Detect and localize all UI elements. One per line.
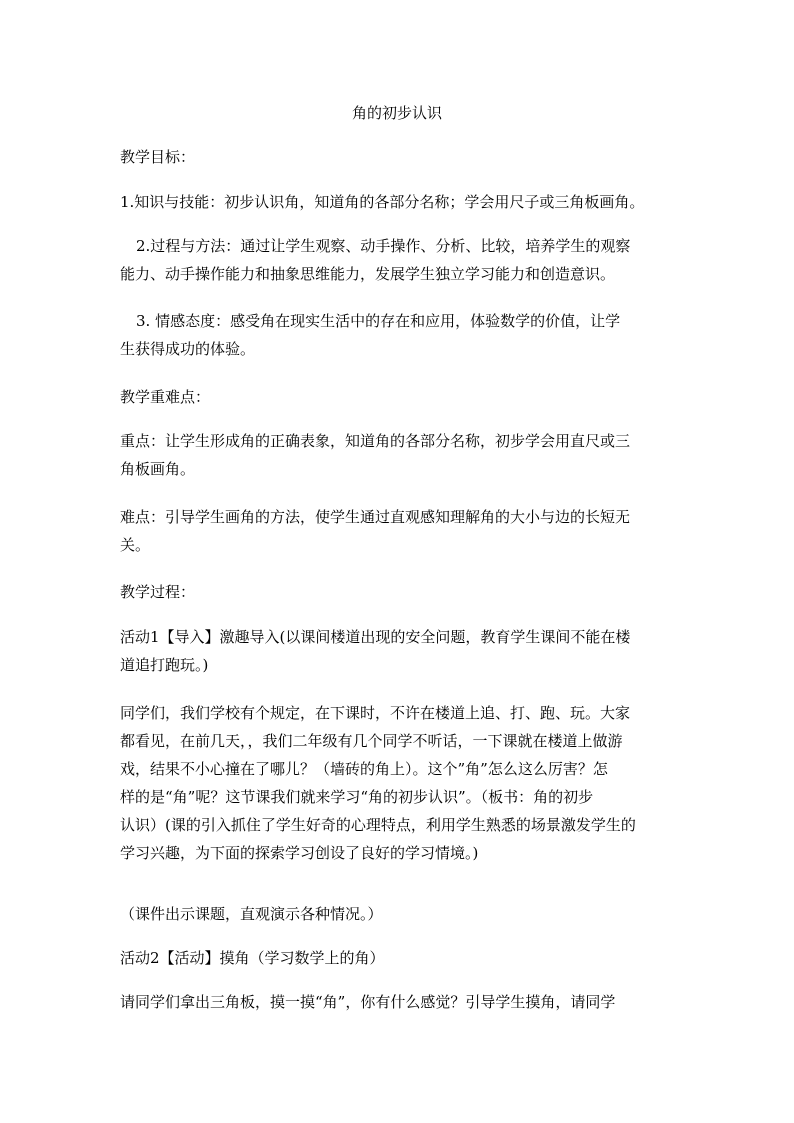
difficulty-paragraph <box>120 503 676 559</box>
text-line: 能力、动手操作能力和抽象思维能力，发展学生独立学习能力和创造意识。 <box>120 265 616 283</box>
text-line: 样的是“角”呢？这节课我们就来学习“角的初步认识”。（板书：角的初步 <box>120 788 594 806</box>
objective-knowledge <box>120 188 676 216</box>
courseware-note <box>120 900 676 928</box>
text-line: 生获得成功的体验。 <box>120 340 256 358</box>
text-line: 请同学们拿出三角板，摸一摸“角”，你有什么感觉？引导学生摸角，请同学 <box>120 993 616 1011</box>
text-line: 关。 <box>120 536 151 554</box>
section-heading-key-points <box>120 383 676 411</box>
activity-2-body <box>120 988 676 1016</box>
objective-emotion <box>120 307 676 363</box>
key-point-paragraph <box>120 427 676 483</box>
text-line: 2.过程与方法：通过让学生观察、动手操作、分析、比较，培养学生的观察 <box>136 237 631 255</box>
activity-1-heading <box>120 623 676 679</box>
activity-2-heading <box>120 944 676 972</box>
text-line: 教学目标： <box>120 148 196 166</box>
text-line: 都看见，在前几天，，我们二年级有几个同学不听话，一下课就在楼道上做游 <box>120 732 623 750</box>
text-line: 3. 情感态度：感受角在现实生活中的存在和应用，体验数学的价值，让学 <box>136 312 621 330</box>
text-line: 认识）(课的引入抓住了学生好奇的心理特点，利用学生熟悉的场景激发学生的 <box>120 816 636 834</box>
text-line: 教学过程： <box>120 583 196 601</box>
text-line: 难点：引导学生画角的方法，使学生通过直观感知理解角的大小与边的长短无 <box>120 508 631 526</box>
section-heading-objectives <box>120 143 676 171</box>
activity-1-body <box>120 699 676 867</box>
text-line: 角板画角。 <box>120 460 196 478</box>
text-line: 活动2【活动】摸角（学习数学上的角） <box>120 949 385 967</box>
text-line: （课件出示课题，直观演示各种情况。） <box>120 905 383 923</box>
text-line: 戏，结果不小心撞在了哪儿？（墙砖的角上）。这个”角”怎么这么厉害？怎 <box>120 760 608 778</box>
document-title: 角的初步认识 <box>351 104 442 122</box>
text-line: 同学们，我们学校有个规定，在下课时，不许在楼道上追、打、跑、玩。大家 <box>120 704 631 722</box>
text-line: 教学重难点： <box>120 388 211 406</box>
text-line: 道追打跑玩。) <box>120 656 209 674</box>
text-line: 1.知识与技能：初步认识角，知道角的各部分名称；学会用尺子或三角板画角。 <box>120 193 645 211</box>
text-line: 学习兴趣，为下面的探索学习创设了良好的学习情境。) <box>120 844 479 862</box>
section-heading-process <box>120 578 676 606</box>
text-line: 重点：让学生形成角的正确表象，知道角的各部分名称，初步学会用直尺或三 <box>120 432 631 450</box>
objective-process <box>120 232 676 288</box>
text-line: 活动1【导入】激趣导入(以课间楼道出现的安全问题，教育学生课间不能在楼 <box>120 628 631 646</box>
